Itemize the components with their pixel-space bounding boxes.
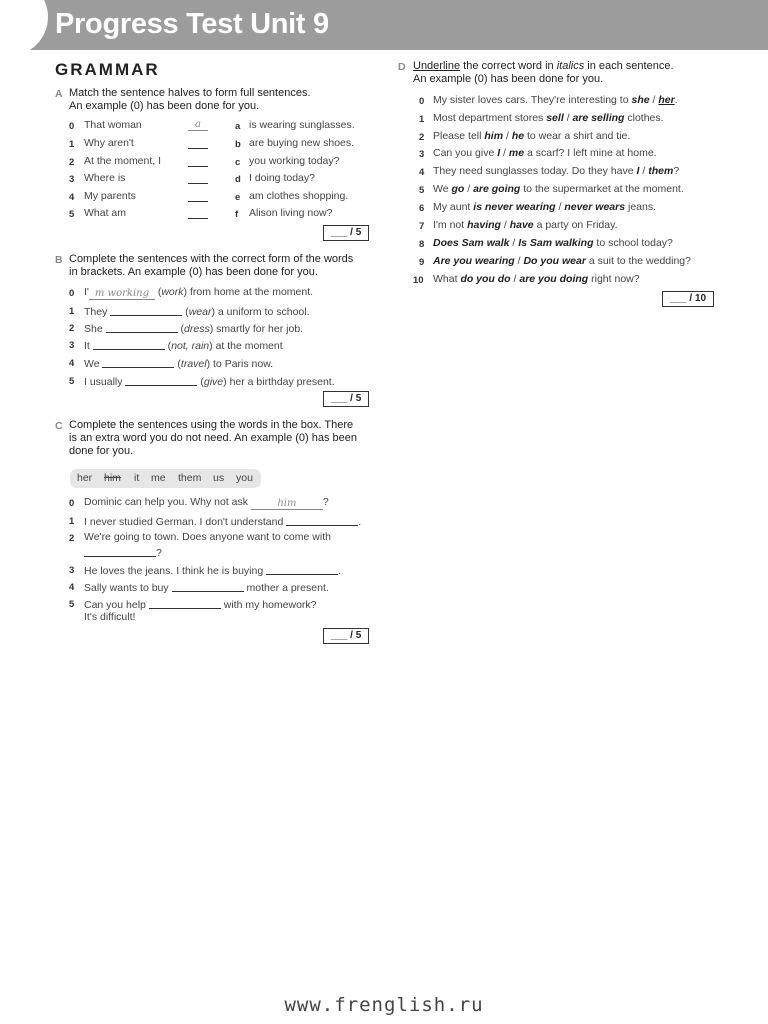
answer-blank[interactable]: [125, 374, 197, 386]
list-item: I doing today?: [249, 172, 315, 184]
list-item-continuation: It's difficult!: [84, 611, 136, 623]
list-item: What do you do / are you doing right now?: [433, 273, 640, 285]
choice-option[interactable]: go: [451, 183, 465, 195]
answer-blank[interactable]: [266, 563, 338, 575]
list-item: I never studied German. I don't understand .: [84, 516, 362, 528]
answer-blank[interactable]: [188, 207, 208, 219]
list-item: We (travel) to Paris now.: [84, 358, 274, 370]
answer-blank-example: him: [251, 498, 323, 510]
answer-blank[interactable]: [188, 172, 208, 184]
choice-option[interactable]: are going: [473, 183, 521, 195]
list-item: is wearing sunglasses.: [249, 119, 355, 131]
choice-option[interactable]: never wears: [564, 201, 626, 213]
list-item: Can you help with my homework?: [84, 599, 317, 611]
list-item: We go / are going to the supermarket at the moment.: [433, 183, 684, 195]
choice-option[interactable]: Does Sam walk: [433, 237, 510, 249]
score-box-a[interactable]: ___ / 5: [323, 225, 369, 241]
list-item: I usually (give) her a birthday present.: [84, 376, 335, 388]
choice-option[interactable]: is never wearing: [473, 201, 556, 213]
list-item: Most department stores sell / are selling clothes.: [433, 112, 664, 124]
answer-blank[interactable]: [188, 137, 208, 149]
answer-blank[interactable]: [102, 356, 174, 368]
list-item: Can you give I / me a scarf? I left mine at home.: [433, 147, 657, 159]
score-box-d[interactable]: ___ / 10: [662, 291, 714, 307]
word-box-item: us: [213, 472, 225, 484]
answer-blank-example: m working: [89, 288, 155, 300]
answer-blank[interactable]: [106, 321, 178, 333]
choice-option[interactable]: he: [511, 130, 525, 142]
word-box-item: them: [178, 472, 202, 484]
answer-blank[interactable]: [149, 597, 221, 609]
answer-blank[interactable]: [188, 190, 208, 202]
choice-option[interactable]: do you do: [460, 273, 511, 285]
list-item: Alison living now?: [249, 207, 333, 219]
word-box-item: it: [134, 472, 140, 484]
choice-option[interactable]: I: [636, 165, 640, 177]
section-b-instructions: Complete the sentences with the correct form of the words in brackets. An example (0) has been done for you.: [69, 253, 354, 278]
list-item: She (dress) smartly for her job.: [84, 323, 304, 335]
answer-blank[interactable]: [172, 580, 244, 592]
section-a-instructions: Match the sentence halves to form full sentences. An example (0) has been done for you.: [69, 87, 311, 112]
list-item: It (not, rain) at the moment: [84, 340, 283, 352]
answer-blank-example: a: [188, 119, 208, 131]
list-item: They need sunglasses today. Do they have I / them?: [433, 165, 680, 177]
header-bar: [0, 0, 768, 50]
answer-blank[interactable]: [84, 545, 156, 557]
section-a-letter: A: [55, 88, 63, 100]
choice-option[interactable]: have: [509, 219, 534, 231]
list-item: you working today?: [249, 155, 340, 167]
score-box-b[interactable]: ___ / 5: [323, 391, 369, 407]
list-item: Does Sam walk / Is Sam walking to school today?: [433, 237, 673, 249]
list-item: My parents: [84, 190, 136, 202]
list-item: That woman: [84, 119, 142, 131]
section-d-instructions: Underline the correct word in italics in each sentence. An example (0) has been done for you.: [413, 60, 674, 85]
answer-blank[interactable]: [93, 338, 165, 350]
choice-option[interactable]: Do you wear: [523, 255, 586, 267]
list-item: Where is: [84, 172, 126, 184]
choice-option[interactable]: are selling: [572, 112, 625, 124]
answer-blank[interactable]: [286, 514, 358, 526]
choice-option[interactable]: are you doing: [519, 273, 589, 285]
choice-option[interactable]: him: [484, 130, 504, 142]
list-item: My aunt is never wearing / never wears jeans.: [433, 201, 657, 213]
list-item: Please tell him / he to wear a shirt and tie.: [433, 130, 631, 142]
answer-blank[interactable]: [188, 155, 208, 167]
list-item: We're going to town. Does anyone want to come with: [84, 531, 331, 543]
choice-option[interactable]: sell: [546, 112, 564, 124]
header-circle: [0, 0, 48, 56]
answer-blank[interactable]: [110, 304, 182, 316]
choice-option[interactable]: Are you wearing: [433, 255, 515, 267]
choice-option-selected[interactable]: her: [658, 94, 675, 106]
footer-url: www.frenglish.ru: [284, 994, 484, 1016]
word-box-item: me: [151, 472, 166, 484]
section-c-instructions: Complete the sentences using the words in the box. There is an extra word you do not need. An example (0) has been done for you.: [69, 419, 358, 457]
word-box-item-used: him: [104, 472, 121, 484]
list-item: am clothes shopping.: [249, 190, 349, 202]
choice-option[interactable]: me: [508, 147, 525, 159]
list-item: My sister loves cars. They're interesting to she / her.: [433, 94, 678, 106]
list-item: Sally wants to buy mother a present.: [84, 582, 329, 594]
score-box-c[interactable]: ___ / 5: [323, 628, 369, 644]
list-item: I' m working (work) from home at the moment.: [84, 286, 314, 299]
list-item: Are you wearing / Do you wear a suit to the wedding?: [433, 255, 691, 267]
list-item: At the moment, I: [84, 155, 162, 167]
section-d-letter: D: [398, 61, 406, 73]
list-item-continuation: ?: [84, 545, 162, 559]
section-b-letter: B: [55, 254, 63, 266]
word-box-item: you: [236, 472, 253, 484]
section-c-letter: C: [55, 420, 63, 432]
list-item: They (wear) a uniform to school.: [84, 306, 310, 318]
list-item: Why aren't: [84, 137, 134, 149]
choice-option[interactable]: she: [631, 94, 650, 106]
list-item: are buying new shoes.: [249, 137, 355, 149]
choice-option[interactable]: I: [497, 147, 501, 159]
list-item: He loves the jeans. I think he is buying .: [84, 565, 342, 577]
list-item: Dominic can help you. Why not ask him ?: [84, 496, 329, 509]
page-title: Progress Test Unit 9: [55, 8, 329, 40]
word-box-item: her: [77, 472, 93, 484]
choice-option[interactable]: Is Sam walking: [518, 237, 594, 249]
list-item: What am: [84, 207, 127, 219]
word-box: [70, 469, 261, 488]
choice-option[interactable]: them: [648, 165, 674, 177]
choice-option[interactable]: having: [467, 219, 501, 231]
section-title: GRAMMAR: [55, 60, 160, 79]
list-item: I'm not having / have a party on Friday.: [433, 219, 618, 231]
